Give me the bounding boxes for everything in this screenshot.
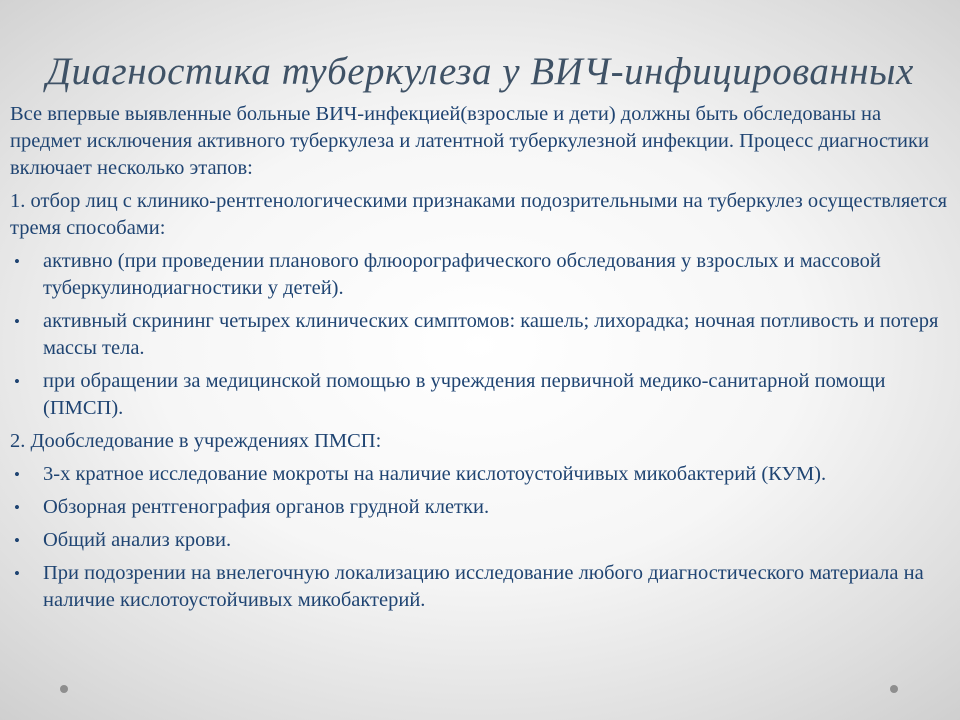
decorative-dot-icon <box>60 685 68 693</box>
bullet-text: 3-х кратное исследование мокроты на наличие кислотоустойчивых микобактерий (КУМ). <box>43 463 827 485</box>
step-1-text: 1. отбор лиц с клинико-рентгенологическими признаками подозрительными на туберкулез осуществляется тремя способами: <box>10 190 948 239</box>
bullet-icon: • <box>14 498 20 517</box>
bullet-text: Общий анализ крови. <box>43 529 232 551</box>
bullet-item <box>10 527 950 554</box>
bullet-text: при обращении за медицинской помощью в учреждения первичной медико-санитарной помощи (ПМСП). <box>43 370 886 419</box>
bullet-icon: • <box>14 252 20 271</box>
bullet-item <box>10 461 950 488</box>
bullet-item <box>10 494 950 521</box>
slide-body <box>10 101 950 620</box>
decorative-dot-icon <box>890 685 898 693</box>
bullet-text: При подозрении на внелегочную локализацию исследование любого диагностического материала на наличие кислотоустойчивых микобактерий. <box>43 562 924 611</box>
bullet-item <box>10 560 950 614</box>
step-2-bullet-list <box>10 461 950 614</box>
bullet-text: Обзорная рентгенография органов грудной клетки. <box>43 496 490 518</box>
bullet-text: активный скрининг четырех клинических симптомов: кашель; лихорадка; ночная потливость и потеря массы тела. <box>43 310 939 359</box>
bullet-text: активно (при проведении планового флюорографического обследования у взрослых и массовой туберкулинодиагностики у детей). <box>43 250 881 299</box>
bullet-icon: • <box>14 531 20 550</box>
slide-title: Диагностика туберкулеза у ВИЧ-инфицированных <box>46 50 914 93</box>
bullet-item <box>10 248 950 302</box>
bullet-icon: • <box>14 372 20 391</box>
bullet-item <box>10 308 950 362</box>
bullet-icon: • <box>14 312 20 331</box>
bullet-icon: • <box>14 465 20 484</box>
step-2-text: 2. Дообследование в учреждениях ПМСП: <box>10 430 382 452</box>
bullet-icon: • <box>14 564 20 583</box>
bullet-item <box>10 368 950 422</box>
step-1-bullet-list <box>10 248 950 422</box>
intro-paragraph: Все впервые выявленные больные ВИЧ-инфекцией(взрослые и дети) должны быть обследованы на предмет исключения активного туберкулеза и латентной туберкулезной инфекции. Процесс диагностики включает несколько этапов: <box>10 103 929 179</box>
